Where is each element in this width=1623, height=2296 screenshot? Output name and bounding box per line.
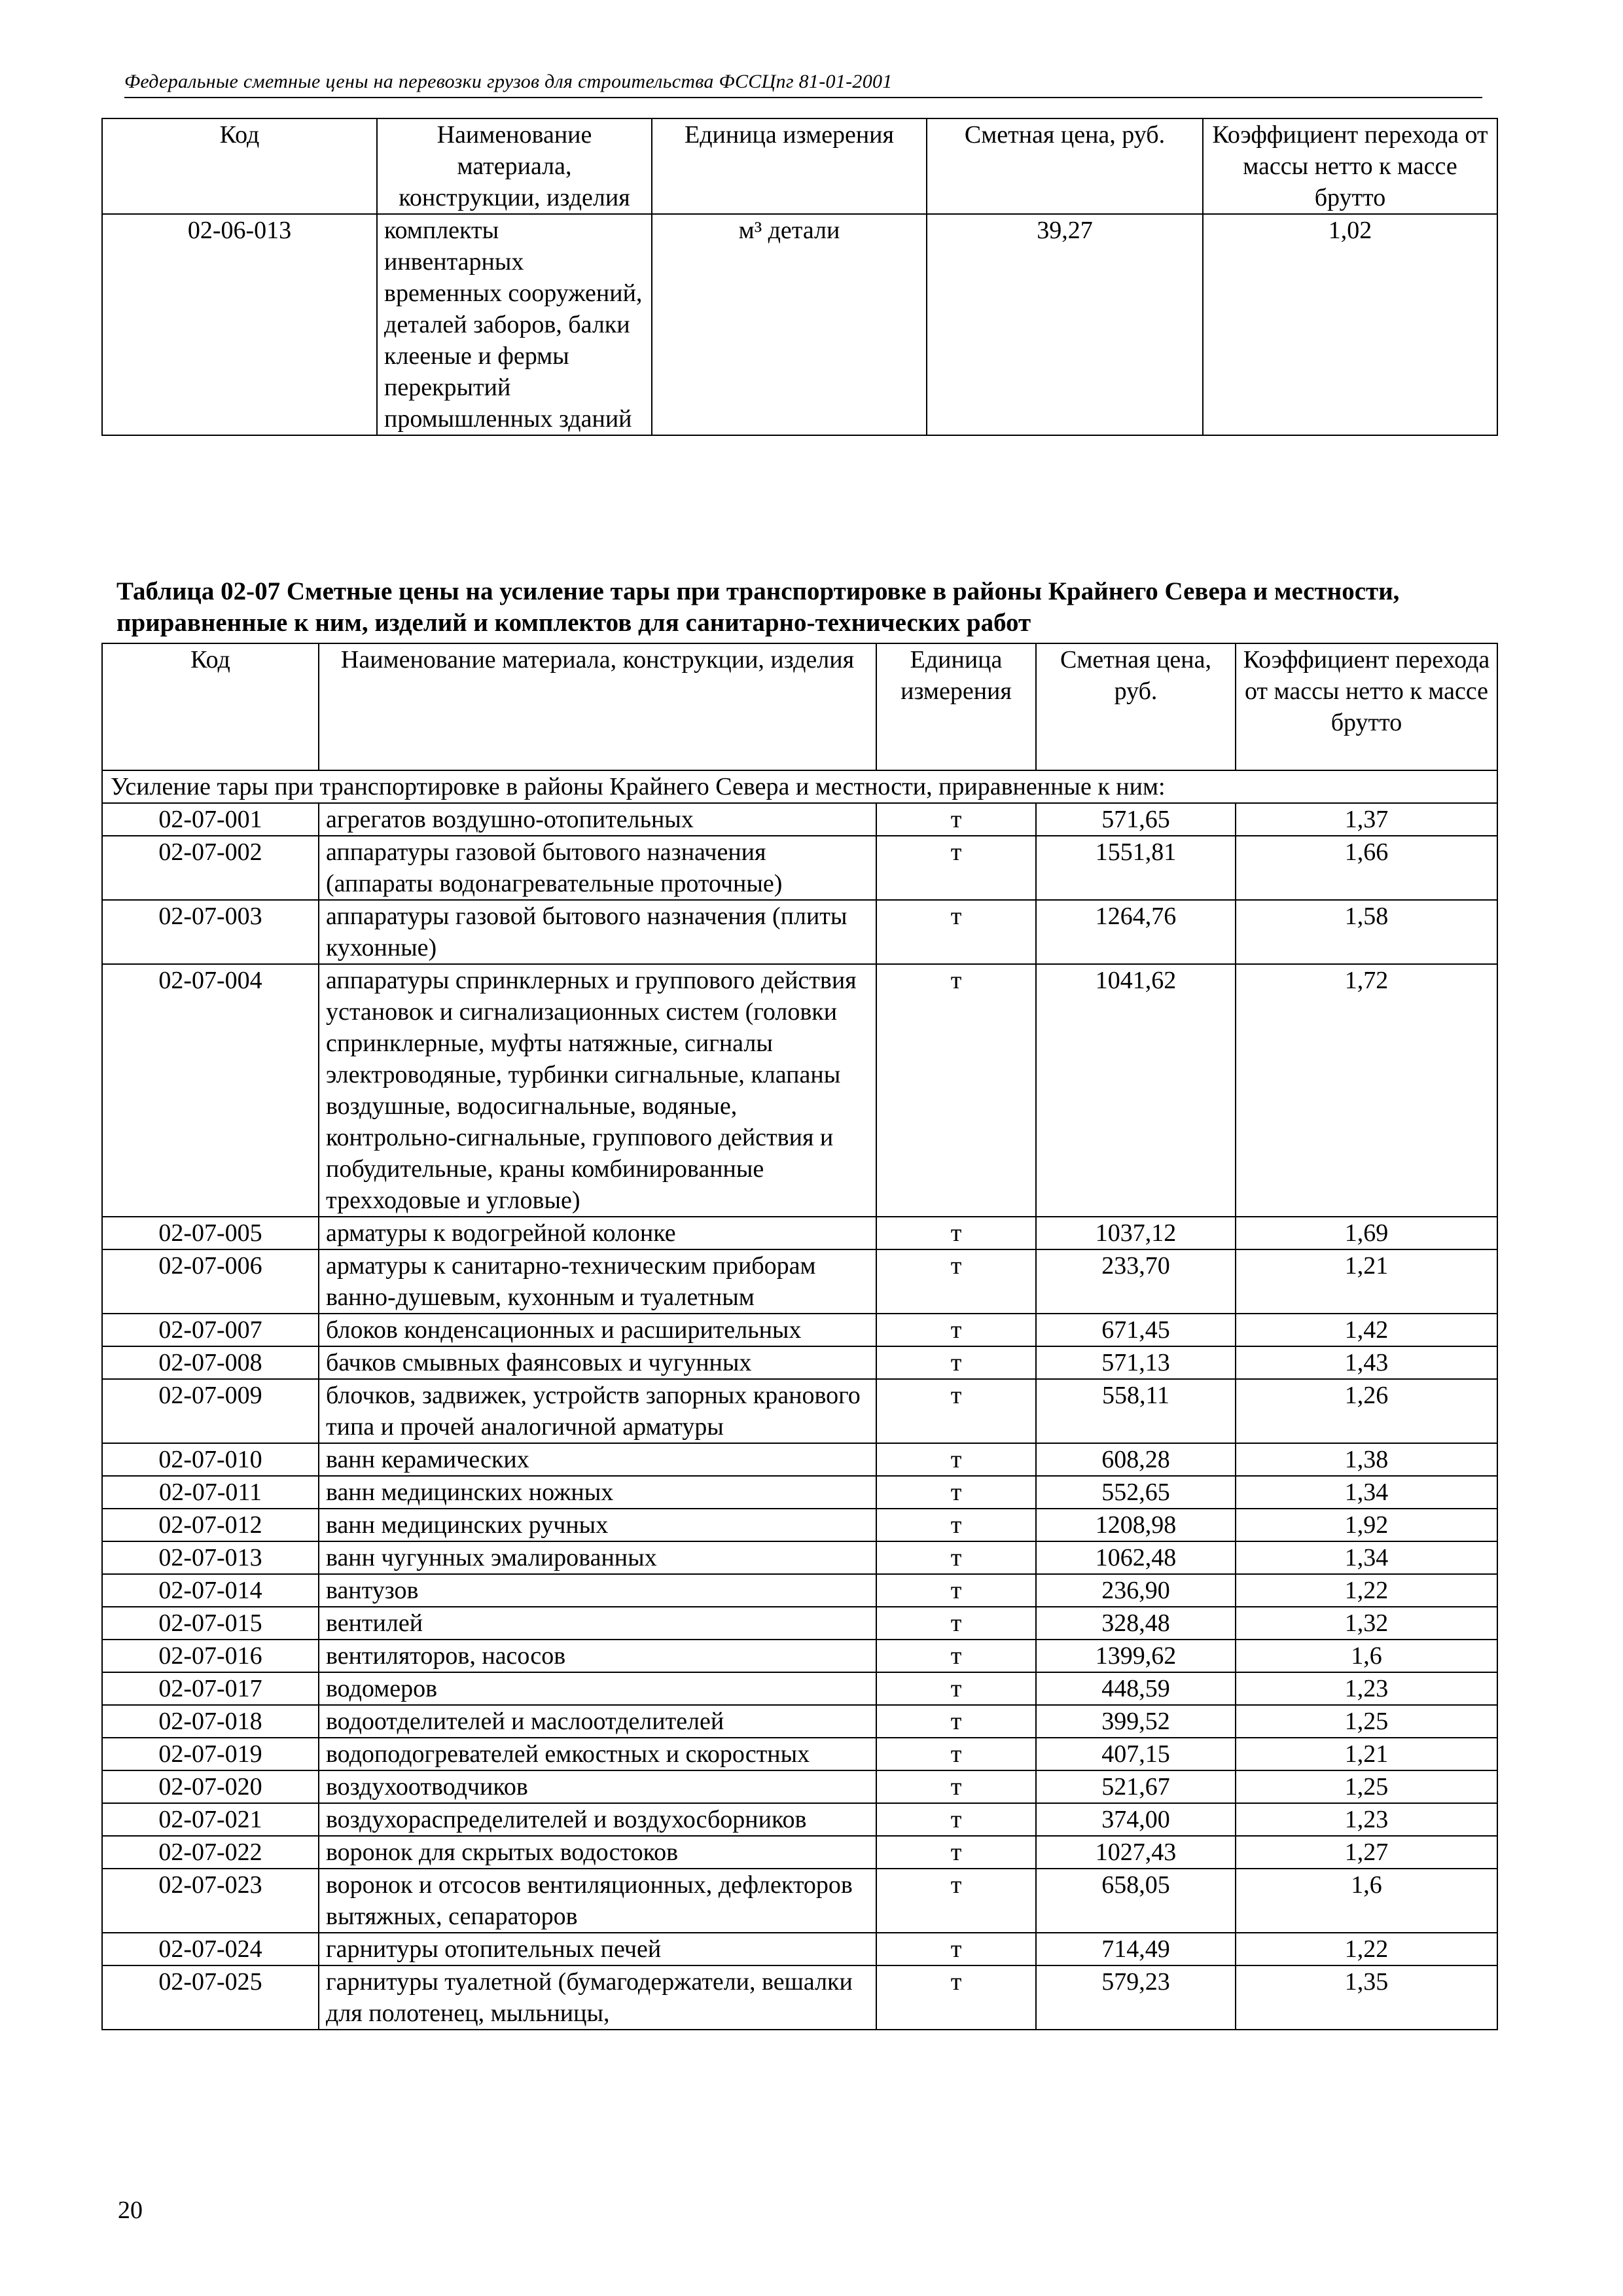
cell-coef: 1,66 xyxy=(1236,836,1497,900)
table-header-row xyxy=(102,643,1497,770)
cell-price: 1062,48 xyxy=(1036,1541,1236,1574)
cell-name: вентиляторов, насосов xyxy=(319,1640,876,1672)
col-header-unit: Единица измерения xyxy=(876,643,1036,770)
cell-unit: т xyxy=(876,1314,1036,1346)
cell-unit: т xyxy=(876,803,1036,836)
cell-unit: т xyxy=(876,1933,1036,1965)
col-header-name: Наименование материала, конструкции, изделия xyxy=(377,118,652,214)
cell-code: 02-07-002 xyxy=(102,836,319,900)
table-02-06-continuation xyxy=(101,118,1498,436)
cell-unit: т xyxy=(876,1738,1036,1770)
table-row xyxy=(102,1640,1497,1672)
table-row xyxy=(102,803,1497,836)
cell-unit: т xyxy=(876,1509,1036,1541)
cell-price: 571,13 xyxy=(1036,1346,1236,1379)
table-header-row xyxy=(102,118,1497,214)
cell-code: 02-07-004 xyxy=(102,964,319,1217)
cell-name: аппаратуры спринклерных и группового действия установок и сигнализационных систем (головки спринклерные, муфты натяжные, сигналы электроводяные, турбинки сигнальные, клапаны воздушные, водосигнальные, водяные, контрольно-сигнальные, группового действия и побудительные, краны комбинированные трехходовые и угловые) xyxy=(319,964,876,1217)
cell-unit: т xyxy=(876,1217,1036,1249)
table-caption: Таблица 02-07 Сметные цены на усиление тары при транспортировке в районы Крайнего Севера и местности, приравненные к ним, изделий и комплектов для санитарно-технических работ xyxy=(116,577,1400,637)
cell-code: 02-07-009 xyxy=(102,1379,319,1443)
table-row xyxy=(102,1869,1497,1933)
cell-unit: т xyxy=(876,1607,1036,1640)
cell-coef: 1,6 xyxy=(1236,1640,1497,1672)
cell-code: 02-07-021 xyxy=(102,1803,319,1836)
cell-price: 399,52 xyxy=(1036,1705,1236,1738)
cell-name: блочков, задвижек, устройств запорных кранового типа и прочей аналогичной арматуры xyxy=(319,1379,876,1443)
table-row xyxy=(102,1509,1497,1541)
cell-price: 658,05 xyxy=(1036,1869,1236,1933)
cell-price: 571,65 xyxy=(1036,803,1236,836)
table-row xyxy=(102,1803,1497,1836)
cell-code: 02-07-018 xyxy=(102,1705,319,1738)
cell-price: 1041,62 xyxy=(1036,964,1236,1217)
cell-name: арматуры к санитарно-техническим приборам ванно-душевым, кухонным и туалетным xyxy=(319,1249,876,1314)
table-row xyxy=(102,1346,1497,1379)
cell-name: вантузов xyxy=(319,1574,876,1607)
cell-coef: 1,72 xyxy=(1236,964,1497,1217)
cell-price: 1399,62 xyxy=(1036,1640,1236,1672)
col-header-name: Наименование материала, конструкции, изделия xyxy=(319,643,876,770)
cell-name: агрегатов воздушно-отопительных xyxy=(319,803,876,836)
running-header: Федеральные сметные цены на перевозки грузов для строительства ФССЦпг 81-01-2001 xyxy=(124,71,1482,98)
cell-coef: 1,43 xyxy=(1236,1346,1497,1379)
cell-code: 02-07-011 xyxy=(102,1476,319,1509)
cell-unit: т xyxy=(876,1379,1036,1443)
col-header-coef: Коэффициент перехода от массы нетто к массе брутто xyxy=(1203,118,1497,214)
cell-coef: 1,27 xyxy=(1236,1836,1497,1869)
cell-name: бачков смывных фаянсовых и чугунных xyxy=(319,1346,876,1379)
table-row xyxy=(102,1836,1497,1869)
table-row xyxy=(102,1738,1497,1770)
table-row xyxy=(102,214,1497,435)
table-row xyxy=(102,1965,1497,2030)
cell-coef: 1,6 xyxy=(1236,1869,1497,1933)
cell-name: воздухораспределителей и воздухосборников xyxy=(319,1803,876,1836)
cell-code: 02-07-014 xyxy=(102,1574,319,1607)
table-row xyxy=(102,1672,1497,1705)
table-row xyxy=(102,1607,1497,1640)
cell-price: 328,48 xyxy=(1036,1607,1236,1640)
cell-coef: 1,22 xyxy=(1236,1574,1497,1607)
cell-code: 02-07-025 xyxy=(102,1965,319,2030)
col-header-code: Код xyxy=(102,643,319,770)
col-header-code: Код xyxy=(102,118,377,214)
cell-price: 407,15 xyxy=(1036,1738,1236,1770)
table-row xyxy=(102,836,1497,900)
cell-unit: т xyxy=(876,1869,1036,1933)
col-header-unit: Единица измерения xyxy=(652,118,927,214)
table-row xyxy=(102,1770,1497,1803)
cell-unit: т xyxy=(876,1640,1036,1672)
cell-unit: м³ детали xyxy=(652,214,927,435)
cell-coef: 1,42 xyxy=(1236,1314,1497,1346)
cell-coef: 1,26 xyxy=(1236,1379,1497,1443)
table-row xyxy=(102,1705,1497,1738)
cell-name: водомеров xyxy=(319,1672,876,1705)
cell-price: 558,11 xyxy=(1036,1379,1236,1443)
cell-name: вентилей xyxy=(319,1607,876,1640)
cell-price: 1208,98 xyxy=(1036,1509,1236,1541)
cell-name: гарнитуры отопительных печей xyxy=(319,1933,876,1965)
page-number: 20 xyxy=(118,2197,143,2224)
cell-price: 1037,12 xyxy=(1036,1217,1236,1249)
cell-coef: 1,25 xyxy=(1236,1770,1497,1803)
cell-name: арматуры к водогрейной колонке xyxy=(319,1217,876,1249)
cell-name: воронок для скрытых водостоков xyxy=(319,1836,876,1869)
cell-price: 39,27 xyxy=(927,214,1203,435)
cell-price: 552,65 xyxy=(1036,1476,1236,1509)
cell-price: 714,49 xyxy=(1036,1933,1236,1965)
cell-unit: т xyxy=(876,900,1036,964)
cell-unit: т xyxy=(876,1476,1036,1509)
cell-coef: 1,35 xyxy=(1236,1965,1497,2030)
cell-name: ванн медицинских ручных xyxy=(319,1509,876,1541)
col-header-price: Сметная цена, руб. xyxy=(1036,643,1236,770)
table-row xyxy=(102,1249,1497,1314)
cell-code: 02-07-015 xyxy=(102,1607,319,1640)
cell-unit: т xyxy=(876,1836,1036,1869)
cell-coef: 1,23 xyxy=(1236,1803,1497,1836)
cell-coef: 1,38 xyxy=(1236,1443,1497,1476)
cell-name: комплекты инвентарных временных сооружений, деталей заборов, балки клееные и фермы перекрытий промышленных зданий xyxy=(377,214,652,435)
cell-name: ванн медицинских ножных xyxy=(319,1476,876,1509)
cell-code: 02-07-020 xyxy=(102,1770,319,1803)
cell-name: ванн чугунных эмалированных xyxy=(319,1541,876,1574)
cell-price: 1551,81 xyxy=(1036,836,1236,900)
cell-code: 02-07-005 xyxy=(102,1217,319,1249)
cell-unit: т xyxy=(876,1770,1036,1803)
cell-unit: т xyxy=(876,1672,1036,1705)
group-label: Усиление тары при транспортировке в районы Крайнего Севера и местности, приравненные к ним: xyxy=(102,770,1497,803)
table-row xyxy=(102,1541,1497,1574)
table-row xyxy=(102,1933,1497,1965)
cell-unit: т xyxy=(876,1965,1036,2030)
cell-coef: 1,37 xyxy=(1236,803,1497,836)
cell-name: блоков конденсационных и расширительных xyxy=(319,1314,876,1346)
cell-code: 02-07-008 xyxy=(102,1346,319,1379)
cell-coef: 1,22 xyxy=(1236,1933,1497,1965)
cell-name: аппаратуры газовой бытового назначения (плиты кухонные) xyxy=(319,900,876,964)
cell-price: 671,45 xyxy=(1036,1314,1236,1346)
cell-coef: 1,32 xyxy=(1236,1607,1497,1640)
cell-code: 02-07-007 xyxy=(102,1314,319,1346)
cell-unit: т xyxy=(876,964,1036,1217)
cell-coef: 1,02 xyxy=(1203,214,1497,435)
cell-code: 02-07-017 xyxy=(102,1672,319,1705)
cell-code: 02-07-016 xyxy=(102,1640,319,1672)
cell-code: 02-07-024 xyxy=(102,1933,319,1965)
cell-coef: 1,34 xyxy=(1236,1476,1497,1509)
cell-unit: т xyxy=(876,1574,1036,1607)
cell-unit: т xyxy=(876,1346,1036,1379)
cell-code: 02-07-013 xyxy=(102,1541,319,1574)
cell-price: 448,59 xyxy=(1036,1672,1236,1705)
cell-coef: 1,34 xyxy=(1236,1541,1497,1574)
cell-code: 02-07-022 xyxy=(102,1836,319,1869)
cell-name: водоподогревателей емкостных и скоростных xyxy=(319,1738,876,1770)
cell-coef: 1,92 xyxy=(1236,1509,1497,1541)
cell-unit: т xyxy=(876,1443,1036,1476)
cell-price: 374,00 xyxy=(1036,1803,1236,1836)
group-row xyxy=(102,770,1497,803)
cell-unit: т xyxy=(876,1249,1036,1314)
table-row xyxy=(102,1443,1497,1476)
cell-unit: т xyxy=(876,1541,1036,1574)
table-row xyxy=(102,964,1497,1217)
cell-coef: 1,23 xyxy=(1236,1672,1497,1705)
table2-body xyxy=(102,803,1497,2030)
cell-price: 521,67 xyxy=(1036,1770,1236,1803)
cell-code: 02-07-010 xyxy=(102,1443,319,1476)
table-row xyxy=(102,1314,1497,1346)
cell-name: гарнитуры туалетной (бумагодержатели, вешалки для полотенец, мыльницы, xyxy=(319,1965,876,2030)
cell-price: 579,23 xyxy=(1036,1965,1236,2030)
cell-code: 02-07-006 xyxy=(102,1249,319,1314)
cell-name: воздухоотводчиков xyxy=(319,1770,876,1803)
cell-price: 608,28 xyxy=(1036,1443,1236,1476)
table-02-07 xyxy=(101,643,1498,2030)
cell-name: аппаратуры газовой бытового назначения (аппараты водонагревательные проточные) xyxy=(319,836,876,900)
cell-name: воронок и отсосов вентиляционных, дефлекторов вытяжных, сепараторов xyxy=(319,1869,876,1933)
cell-unit: т xyxy=(876,836,1036,900)
cell-coef: 1,25 xyxy=(1236,1705,1497,1738)
cell-price: 236,90 xyxy=(1036,1574,1236,1607)
cell-price: 1264,76 xyxy=(1036,900,1236,964)
cell-code: 02-07-012 xyxy=(102,1509,319,1541)
col-header-price: Сметная цена, руб. xyxy=(927,118,1203,214)
cell-code: 02-06-013 xyxy=(102,214,377,435)
cell-coef: 1,21 xyxy=(1236,1249,1497,1314)
cell-code: 02-07-023 xyxy=(102,1869,319,1933)
cell-code: 02-07-003 xyxy=(102,900,319,964)
cell-unit: т xyxy=(876,1803,1036,1836)
cell-unit: т xyxy=(876,1705,1036,1738)
table-row xyxy=(102,1574,1497,1607)
cell-name: водоотделителей и маслоотделителей xyxy=(319,1705,876,1738)
table-row xyxy=(102,1379,1497,1443)
cell-name: ванн керамических xyxy=(319,1443,876,1476)
cell-price: 1027,43 xyxy=(1036,1836,1236,1869)
cell-coef: 1,69 xyxy=(1236,1217,1497,1249)
table-row xyxy=(102,1476,1497,1509)
cell-code: 02-07-001 xyxy=(102,803,319,836)
cell-coef: 1,58 xyxy=(1236,900,1497,964)
table1-body xyxy=(102,214,1497,435)
cell-price: 233,70 xyxy=(1036,1249,1236,1314)
cell-coef: 1,21 xyxy=(1236,1738,1497,1770)
table-row xyxy=(102,1217,1497,1249)
table-row xyxy=(102,900,1497,964)
col-header-coef: Коэффициент перехода от массы нетто к массе брутто xyxy=(1236,643,1497,770)
cell-code: 02-07-019 xyxy=(102,1738,319,1770)
